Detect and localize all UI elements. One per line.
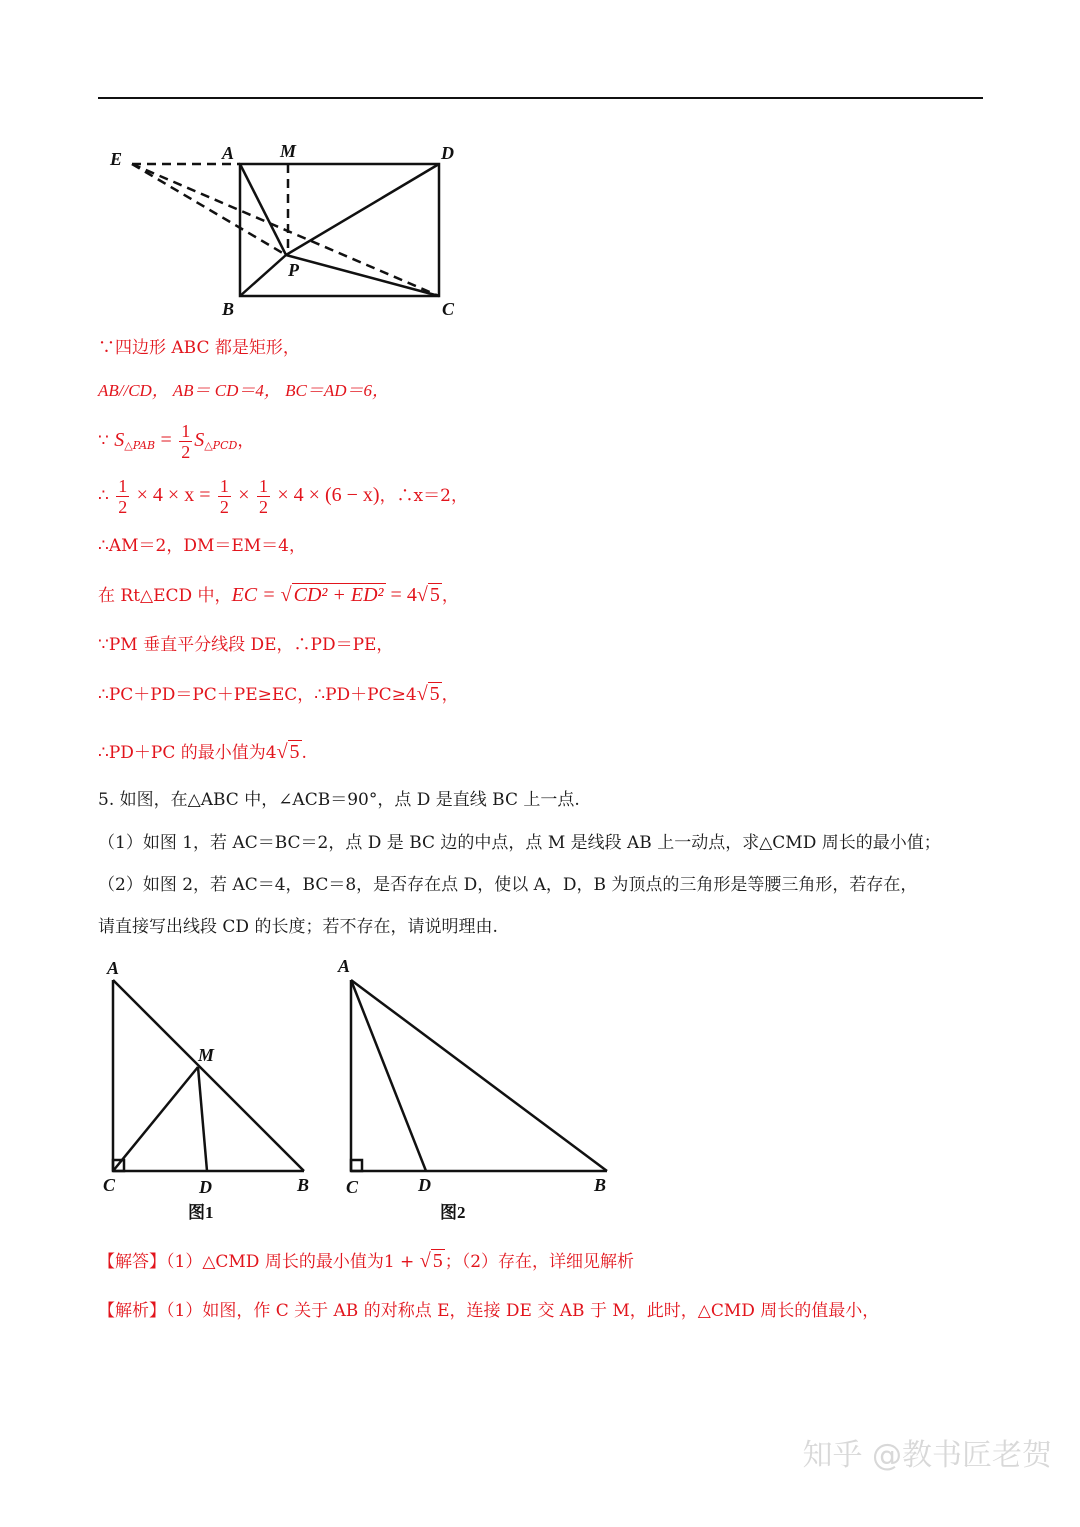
label-a: A xyxy=(222,143,235,163)
solution-line-2: AB//CD， AB＝ CD＝4， BC＝AD＝6， xyxy=(98,381,390,400)
problem-5-statement: 5. 如图，在△ABC 中，∠ACB＝90°，点 D 是直线 BC 上一点. xyxy=(98,790,580,810)
segment-cm xyxy=(113,1067,198,1171)
label-e: E xyxy=(110,149,123,169)
fig2-label-d: D xyxy=(418,1175,431,1195)
problem-5-part-2-cont: 请直接写出线段 CD 的长度；若不存在，请说明理由. xyxy=(98,917,498,937)
solution-line-1: ∵四边形 ABC 都是矩形， xyxy=(98,338,300,358)
analysis-tag: 【解析】 xyxy=(98,1301,166,1321)
answer-line: 【解答】（1）△CMD 周长的最小值为1 + √ 5 ；（2）存在，详细见解析 xyxy=(98,1250,635,1272)
segment-md xyxy=(198,1067,207,1171)
analysis-line: 【解析】（1）如图，作 C 关于 AB 的对称点 E，连接 DE 交 AB 于 M，此时，△CMD 周长的值最小， xyxy=(98,1301,880,1321)
fraction-half: $\frac{1}{2}$ xyxy=(181,421,191,462)
segment-bp xyxy=(240,255,286,296)
fig1-label-m: M xyxy=(198,1045,215,1065)
segment-pc xyxy=(286,255,439,296)
figure-2 xyxy=(330,955,620,1230)
figure-1 xyxy=(95,955,325,1230)
answer-tag: 【解答】 xyxy=(98,1252,166,1272)
fig2-label-b: B xyxy=(594,1175,607,1195)
problem-5-part-2: （2）如图 2，若 AC＝4，BC＝8，是否存在点 D，使以 A，D，B 为顶点的三角形是等腰三角形，若存在， xyxy=(98,875,918,895)
fig2-caption: 图2 xyxy=(440,1203,466,1222)
solution-line-9: ∴PD＋PC 的最小值为4√ 5 . xyxy=(98,741,307,763)
rectangle-figure xyxy=(100,135,480,325)
segment-dp xyxy=(286,164,439,255)
solution-line-6: 在 Rt△ECD 中，EC = √ CD² + ED² = 4√ 5 ， xyxy=(98,584,459,606)
right-angle-mark xyxy=(351,1160,362,1171)
problem-5-part-1: （1）如图 1，若 AC＝BC＝2，点 D 是 BC 边的中点，点 M 是线段 AB 上一动点，求△CMD 周长的最小值； xyxy=(98,833,941,853)
solution-line-5: ∴AM＝2，DM＝EM＝4， xyxy=(98,536,306,556)
fig1-label-d: D xyxy=(199,1177,212,1197)
label-m: M xyxy=(280,141,297,161)
side-ab xyxy=(113,980,304,1171)
label-p: P xyxy=(288,260,299,280)
fig1-label-c: C xyxy=(103,1175,116,1195)
fig1-label-a: A xyxy=(107,958,120,978)
label-c: C xyxy=(442,299,455,319)
solution-line-7: ∵PM 垂直平分线段 DE，∴PD＝PE， xyxy=(98,635,394,655)
watermark: 知乎 @教书匠老贺 xyxy=(802,1438,1052,1473)
label-d: D xyxy=(441,143,454,163)
rectangle-abcd xyxy=(240,164,439,296)
solution-line-3: ∵ $S_{\triangle PAB}$ = $\frac{1}{2}$ $S_{\triangle PCD}$， xyxy=(98,421,255,462)
fig1-label-b: B xyxy=(297,1175,310,1195)
solution-line-4: ∴ $\frac{1}{2}$ × 4 × x = $\frac{1}{2}$ × $\frac{1}{2}$ × 4 × (6 − x)，∴x＝2， xyxy=(98,476,468,517)
solution-line-8: ∴PC＋PD＝PC＋PE≥EC，∴PD＋PC≥4√ 5 ， xyxy=(98,683,459,705)
header-rule xyxy=(98,97,983,99)
label-b: B xyxy=(222,299,235,319)
fig1-caption: 图1 xyxy=(188,1203,214,1222)
fig2-label-c: C xyxy=(346,1177,359,1197)
fig2-label-a: A xyxy=(338,956,351,976)
segment-ec-dashed xyxy=(132,164,439,296)
